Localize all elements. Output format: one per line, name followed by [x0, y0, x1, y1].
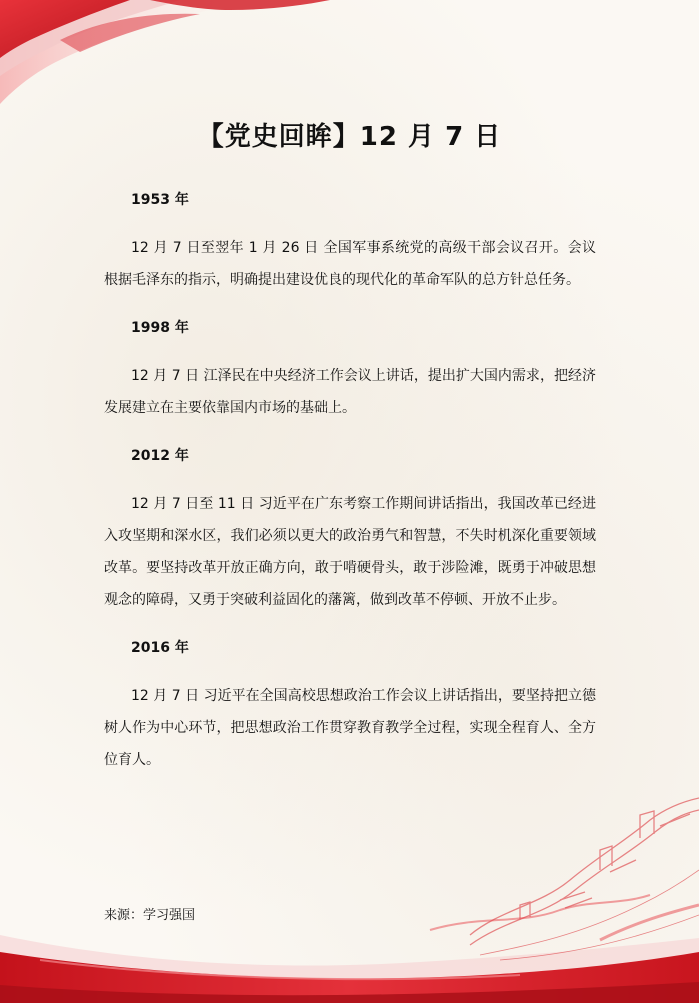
year-heading: 2012 年 [131, 448, 189, 464]
year-heading: 1998 年 [131, 320, 189, 336]
entry-paragraph: 12 月 7 日至翌年 1 月 26 日 全国军事系统党的高级干部会议召开。会议根据毛泽东的指示，明确提出建设优良的现代化的革命军队的总方针总任务。 [104, 240, 596, 288]
year-heading: 2016 年 [131, 640, 189, 656]
entry-paragraph: 12 月 7 日至 11 日 习近平在广东考察工作期间讲话指出，我国改革已经进入攻坚期和深水区，我们必须以更大的政治勇气和智慧，不失时机深化重要领域改革。要坚持改革开放正确方向，敢于啃硬骨头，敢于涉险滩，既勇于冲破思想观念的障碍，又勇于突破利益固化的藩篱，做到改革不停顿、开放不止步。 [104, 496, 596, 608]
page-title: 【党史回眸】12 月 7 日 [197, 122, 502, 152]
entry-1953 [104, 188, 596, 296]
source-credit: 来源：学习强国 [104, 908, 196, 923]
entry-1998 [104, 316, 596, 424]
entry-2016 [104, 636, 596, 776]
year-heading: 1953 年 [131, 192, 189, 208]
article-body [104, 188, 596, 796]
entry-paragraph: 12 月 7 日 习近平在全国高校思想政治工作会议上讲话指出，要坚持把立德树人作为中心环节，把思想政治工作贯穿教育教学全过程，实现全程育人、全方位育人。 [104, 688, 596, 768]
entry-paragraph: 12 月 7 日 江泽民在中央经济工作会议上讲话，提出扩大国内需求，把经济发展建立在主要依靠国内市场的基础上。 [104, 368, 596, 416]
entry-2012 [104, 444, 596, 616]
